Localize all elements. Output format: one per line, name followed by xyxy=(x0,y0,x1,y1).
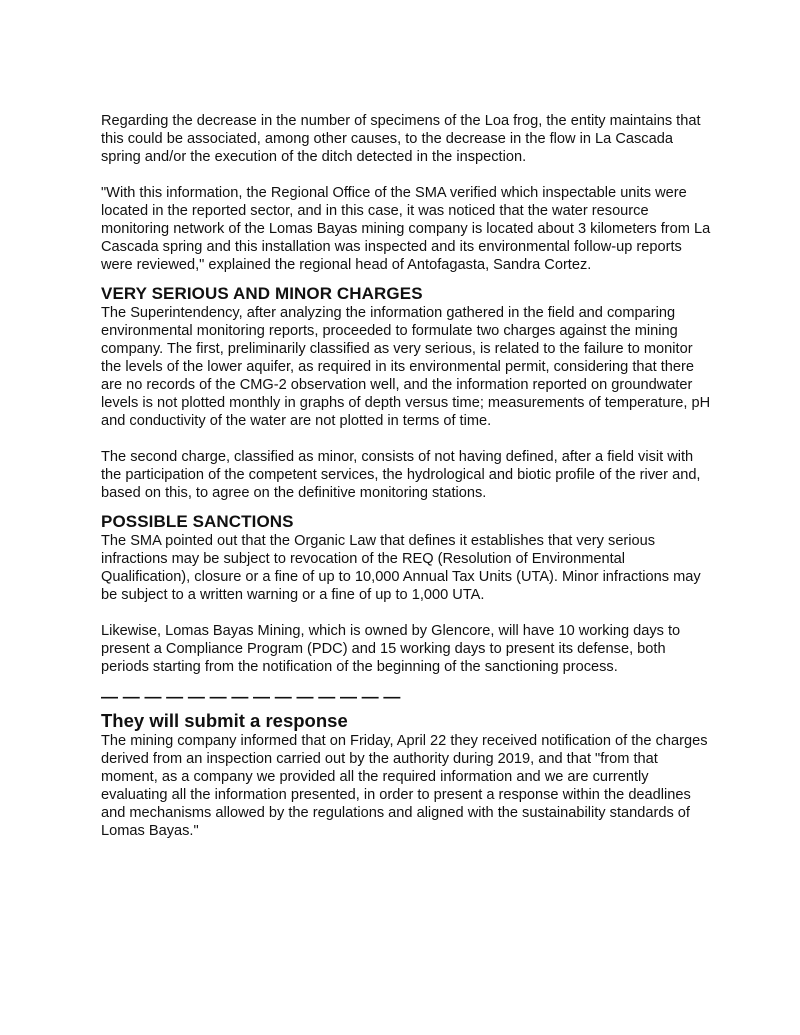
section-divider: — — — — — — — — — — — — — — xyxy=(101,687,401,706)
heading-possible-sanctions: POSSIBLE SANCTIONS xyxy=(101,512,294,531)
paragraph-mining-company-response: The mining company informed that on Friday, April 22 they received notification of the charges derived from an inspection carried out by the authority during 2019, and that "from that moment, as a company we provided all the required information and we are currently evaluating all the information presented, in order to present a response within the deadlines and mechanisms allowed by the regulations and aligned with the sustainability standards of Lomas Bayas." xyxy=(101,733,708,839)
heading-very-serious-and-minor-charges: VERY SERIOUS AND MINOR CHARGES xyxy=(101,284,423,303)
paragraph-first-charge: The Superintendency, after analyzing the information gathered in the field and comparing environmental monitoring reports, proceeded to formulate two charges against the mining company. The first, preliminarily classified as very serious, is related to the failure to monitor the levels of the lower aquifer, as required in its environmental permit, considering that there are no records of the CMG-2 observation well, and the information reported on groundwater levels is not plotted monthly in graphs of depth versus time; measurements of temperature, pH and conductivity of the water are not plotted in terms of time. xyxy=(101,305,711,429)
heading-they-will-submit-a-response: They will submit a response xyxy=(101,710,348,731)
paragraph-spacer xyxy=(101,430,711,448)
paragraph-loa-frog: Regarding the decrease in the number of specimens of the Loa frog, the entity maintains that this could be associated, among other causes, to the decrease in the flow in La Cascada spring and/or the execution of the ditch detected in the inspection. xyxy=(101,113,701,165)
paragraph-spacer xyxy=(101,166,711,184)
paragraph-regional-office-quote: "With this information, the Regional Office of the SMA verified which inspectable units were located in the reported sector, and in this case, it was noticed that the water resource monitoring network of the Lomas Bayas mining company is located about 3 kilometers from La Cascada spring and this installation was inspected and its environmental follow-up reports were reviewed," explained the regional head of Antofagasta, Sandra Cortez. xyxy=(101,185,711,273)
paragraph-sanctions-law: The SMA pointed out that the Organic Law that defines it establishes that very serious infractions may be subject to revocation of the REQ (Resolution of Environmental Qualification), closure or a fine of up to 10,000 Annual Tax Units (UTA). Minor infractions may be subject to a written warning or a fine of up to 1,000 UTA. xyxy=(101,533,701,603)
paragraph-compliance-program: Likewise, Lomas Bayas Mining, which is owned by Glencore, will have 10 working days to present a Compliance Program (PDC) and 15 working days to present its defense, both periods starting from the notification of the beginning of the sanctioning process. xyxy=(101,623,681,675)
paragraph-spacer xyxy=(101,604,711,622)
paragraph-second-charge: The second charge, classified as minor, consists of not having defined, after a field visit with the participation of the competent services, the hydrological and biotic profile of the river and, based on this, to agree on the definitive monitoring stations. xyxy=(101,449,701,501)
document-page xyxy=(101,112,711,840)
